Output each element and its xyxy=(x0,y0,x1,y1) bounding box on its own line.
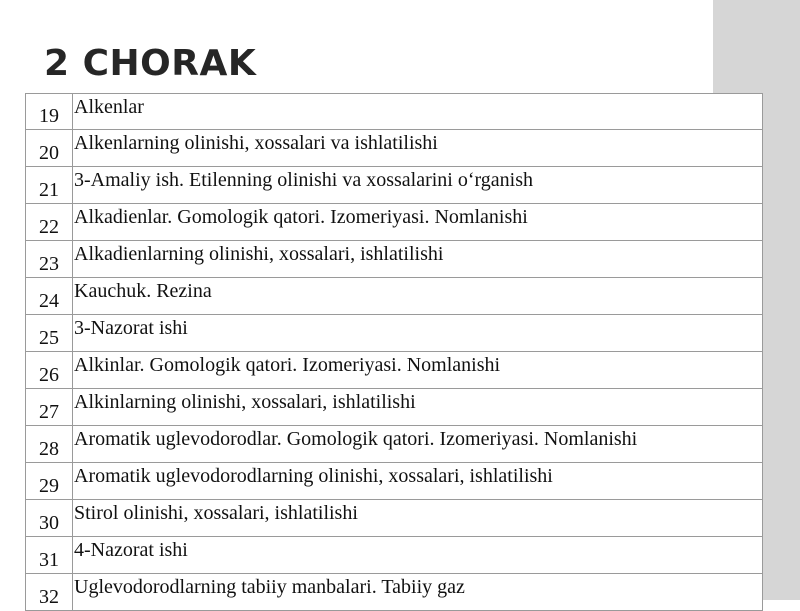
lesson-number: 22 xyxy=(26,204,73,241)
lesson-number: 20 xyxy=(26,130,73,167)
lesson-topic: Aromatik uglevodorodlar. Gomologik qatori. Izomeriyasi. Nomlanishi xyxy=(73,426,763,463)
lesson-number: 25 xyxy=(26,315,73,352)
lesson-number: 19 xyxy=(26,94,73,130)
table-row xyxy=(26,426,763,463)
lesson-number: 31 xyxy=(26,537,73,574)
lesson-number: 24 xyxy=(26,278,73,315)
lesson-topic: Kauchuk. Rezina xyxy=(73,278,763,315)
lesson-topic: 3-Nazorat ishi xyxy=(73,315,763,352)
table-row xyxy=(26,204,763,241)
lesson-table-body xyxy=(26,94,763,611)
table-row xyxy=(26,167,763,204)
table-row xyxy=(26,500,763,537)
lesson-topic: 4-Nazorat ishi xyxy=(73,537,763,574)
table-row xyxy=(26,241,763,278)
lesson-topic: 3-Amaliy ish. Etilenning olinishi va xossalarini o‘rganish xyxy=(73,167,763,204)
lesson-topic: Uglevodorodlarning tabiiy manbalari. Tabiiy gaz xyxy=(73,574,763,611)
lesson-topic: Alkenlarning olinishi, xossalari va ishlatilishi xyxy=(73,130,763,167)
lesson-topic: Alkenlar xyxy=(73,94,763,130)
lesson-number: 27 xyxy=(26,389,73,426)
table-row xyxy=(26,315,763,352)
table-row xyxy=(26,389,763,426)
lesson-number: 26 xyxy=(26,352,73,389)
lesson-topic: Alkinlarning olinishi, xossalari, ishlatilishi xyxy=(73,389,763,426)
slide-title: 2 CHORAK xyxy=(44,43,257,84)
table-row xyxy=(26,94,763,130)
lesson-topic: Alkadienlar. Gomologik qatori. Izomeriyasi. Nomlanishi xyxy=(73,204,763,241)
lesson-topic: Aromatik uglevodorodlarning olinishi, xossalari, ishlatilishi xyxy=(73,463,763,500)
lesson-number: 32 xyxy=(26,574,73,611)
lesson-number: 30 xyxy=(26,500,73,537)
table-row xyxy=(26,130,763,167)
lesson-table xyxy=(25,93,763,611)
lesson-number: 28 xyxy=(26,426,73,463)
table-row xyxy=(26,278,763,315)
table-row xyxy=(26,463,763,500)
lesson-number: 21 xyxy=(26,167,73,204)
lesson-topic: Alkadienlarning olinishi, xossalari, ishlatilishi xyxy=(73,241,763,278)
lesson-topic: Alkinlar. Gomologik qatori. Izomeriyasi. Nomlanishi xyxy=(73,352,763,389)
table-row xyxy=(26,574,763,611)
lesson-topic: Stirol olinishi, xossalari, ishlatilishi xyxy=(73,500,763,537)
table-row xyxy=(26,537,763,574)
lesson-number: 23 xyxy=(26,241,73,278)
table-row xyxy=(26,352,763,389)
lesson-number: 29 xyxy=(26,463,73,500)
